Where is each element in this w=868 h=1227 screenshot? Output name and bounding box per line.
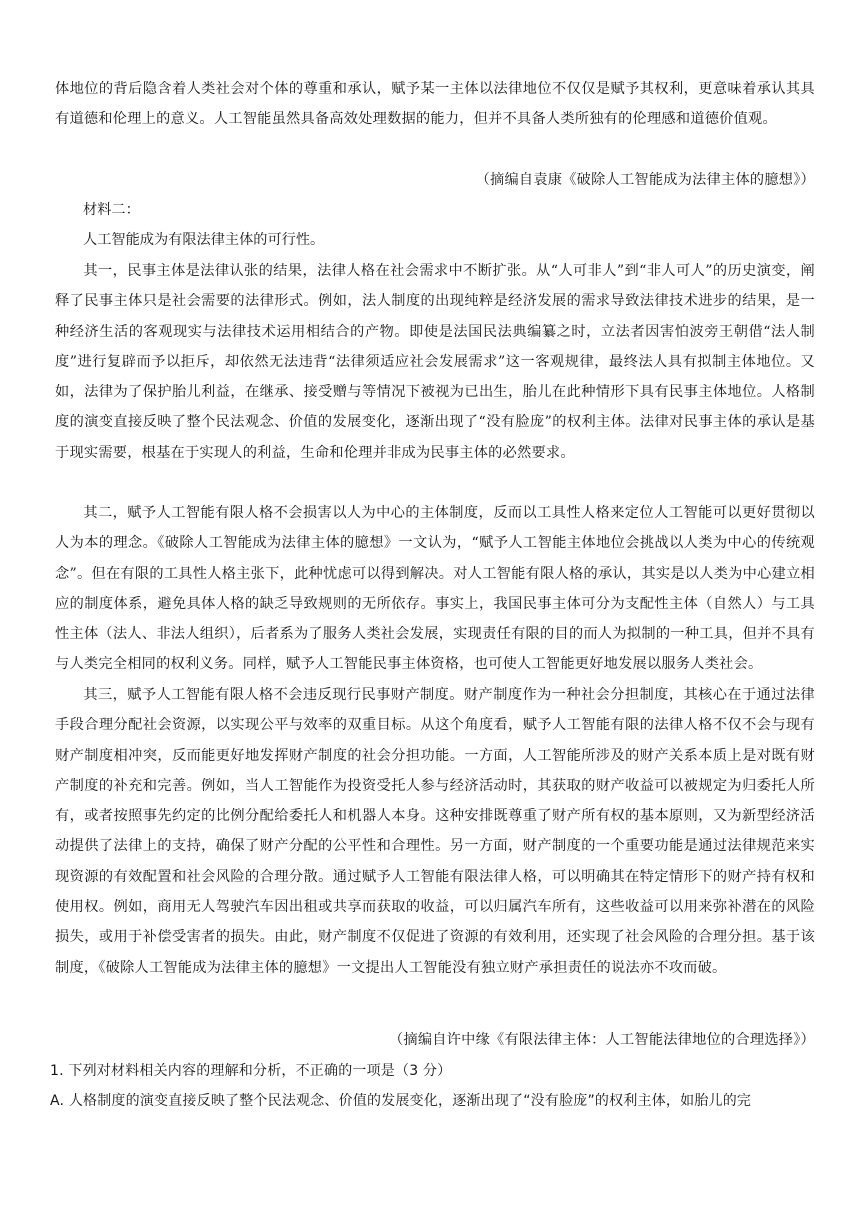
citation-text: （摘编自许中缘《有限法律主体：人工智能法律地位的合理选择》）	[388, 1032, 815, 1048]
question-stem: 1. 下列对材料相关内容的理解和分析，不正确的一项是（3 分）	[50, 1063, 452, 1079]
source-citation-2	[55, 1025, 815, 1055]
citation-text: （摘编自袁康《破除人工智能成为法律主体的臆想》）	[475, 172, 815, 188]
source-citation-1	[55, 165, 815, 195]
passage-paragraph-continued	[55, 74, 815, 135]
passage-paragraph-1	[55, 256, 815, 468]
paragraph-text: 其三，赋予人工智能有限人格不会违反现行民事财产制度。财产制度作为一种社会分担制度，其核心在于通过法律手段合理分配社会资源，以实现公平与效率的双重目标。从这个角度看，赋予人工智能有限的法律人格不仅不会与现有财产制度相冲突，反而能更好地发挥财产制度的社会分担功能。一方面，人工智能所涉及的财产关系本质上是对既有财产制度的补充和完善。例如，当人工智能作为投资受托人参与经济活动时，其获取的财产收益可以被规定为归委托人所有，或者按照事先约定的比例分配给委托人和机器人本身。这种安排既尊重了财产所有权的基本原则，又为新型经济活动提供了法律上的支持，确保了财产分配的公平性和合理性。另一方面，财产制度的一个重要功能是通过法律规范来实现资源的有效配置和社会风险的合理分散。通过赋予人工智能有限法律人格，可以明确其在特定情形下的财产持有权和使用权。例如，商用无人驾驶汽车因出租或共享而获取的收益，可以归属汽车所有，这些收益可以用来弥补潜在的风险损失，或用于补偿受害者的损失。由此，财产制度不仅促进了资源的有效利用，还实现了社会风险的合理分担。基于该制度，《破除人工智能成为法律主体的臆想》一文提出人工智能没有独立财产承担责任的说法亦不攻而破。	[55, 687, 815, 976]
paragraph-text: 其一，民事主体是法律认张的结果，法律人格在社会需求中不断扩张。从“人可非人”到“非人可人”的历史演变，阐释了民事主体只是社会需要的法律形式。例如，法人制度的出现纯粹是经济发展的需求导致法律技术进步的结果，是一种经济生活的客观现实与法律技术运用相结合的产物。即使是法国民法典编纂之时，立法者因害怕波旁王朝借“法人制度”进行复辟而予以拒斥，却依然无法违背“法律须适应社会发展需求”这一客观规律，最终法人具有拟制主体地位。又如，法律为了保护胎儿利益，在继承、接受赠与等情况下被视为已出生，胎儿在此种情形下具有民事主体地位。人格制度的演变直接反映了整个民法观念、价值的发展变化，逐渐出现了“没有脸庞”的权利主体。法律对民事主体的承认是基于现实需要，根基在于实现人的利益，生命和伦理并非成为民事主体的必然要求。	[55, 263, 815, 461]
passage-paragraph-2	[55, 498, 815, 680]
option-a[interactable]: A. 人格制度的演变直接反映了整个民法观念、价值的发展变化，逐渐出现了“没有脸庞”的权利主体，如胎儿的完	[50, 1093, 752, 1110]
material-2-title: 人工智能成为有限法律主体的可行性。	[83, 232, 325, 248]
paragraph-text: 体地位的背后隐含着人类社会对个体的尊重和承认，赋予某一主体以法律地位不仅仅是赋予其权利，更意味着承认其具有道德和伦理上的意义。人工智能虽然具备高效处理数据的能力，但并不具备人类所独有的伦理感和道德价值观。	[55, 81, 815, 128]
paragraph-text: 其二，赋予人工智能有限人格不会损害以人为中心的主体制度，反而以工具性人格来定位人工智能可以更好贯彻以人为本的理念。《破除人工智能成为法律主体的臆想》一文认为，“赋予人工智能主体地位会挑战以人类为中心的传统观念”。但在有限的工具性人格主张下，此种忧虑可以得到解决。对人工智能有限人格的承认，其实是以人类为中心建立相应的制度体系，避免具体人格的缺乏导致规则的无所依存。事实上，我国民事主体可分为支配性主体（自然人）与工具性主体（法人、非法人组织），后者系为了服务人类社会发展，实现责任有限的目的而人为拟制的一种工具，但并不具有与人类完全相同的权利义务。同样，赋予人工智能民事主体资格，也可使人工智能更好地发展以服务人类社会。	[55, 505, 815, 673]
passage-paragraph-3	[55, 680, 815, 983]
material-2-label: 材料二：	[83, 202, 140, 218]
question-1	[50, 1056, 820, 1117]
